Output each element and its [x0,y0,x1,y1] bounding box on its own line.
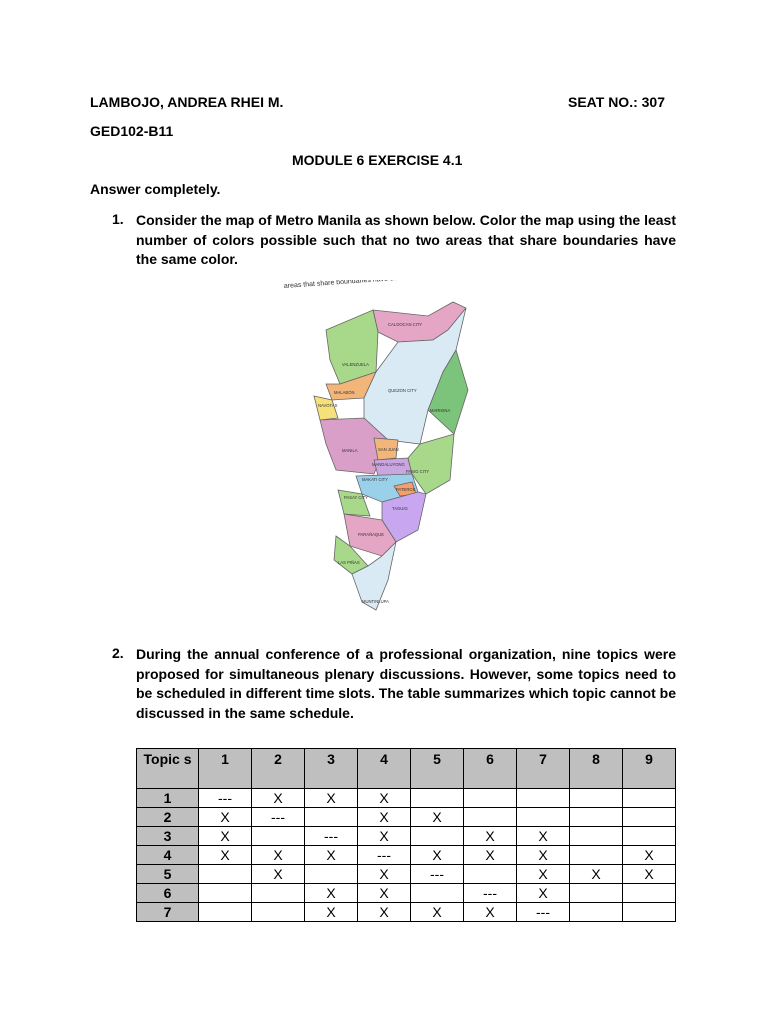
topic-conflict-table [136,748,676,922]
table-cell: X [358,903,411,922]
table-column-header: 6 [464,749,517,789]
map-label: MARIKINA [430,408,451,413]
table-cell: X [411,846,464,865]
table-row-header: 5 [137,865,199,884]
table-corner-header: Topic s [137,749,199,789]
map-label: MALABON [334,390,355,395]
table-row-header: 2 [137,808,199,827]
table-cell [252,884,305,903]
table-column-header: 7 [517,749,570,789]
table-cell: X [199,846,252,865]
table-cell: X [305,903,358,922]
student-name: LAMBOJO, ANDREA RHEI M. [90,94,284,110]
table-cell [252,827,305,846]
table-cell [411,884,464,903]
page-title: MODULE 6 EXERCISE 4.1 [292,152,463,168]
table-cell [464,865,517,884]
table-cell: X [623,865,676,884]
question-1-number: 1. [112,211,124,227]
table-cell: X [517,884,570,903]
table-cell: X [305,789,358,808]
table-cell [517,789,570,808]
instruction: Answer completely. [90,181,221,197]
table-cell [570,846,623,865]
table-row-header: 3 [137,827,199,846]
table-cell [464,789,517,808]
map-label: PARAÑAQUE [358,532,384,537]
table-column-header: 9 [623,749,676,789]
table-cell: X [305,846,358,865]
table-cell: --- [411,865,464,884]
table-cell [199,903,252,922]
table-cell: --- [464,884,517,903]
table-column-header: 8 [570,749,623,789]
table-row [137,846,676,865]
map-label: LAS PIÑAS [338,560,360,565]
metro-manila-map [278,280,528,640]
table-row [137,884,676,903]
question-2-number: 2. [112,645,124,661]
table-cell [570,808,623,827]
table-cell [623,903,676,922]
map-label: SAN JUAN [378,447,399,452]
table-cell [623,884,676,903]
table-column-header: 3 [305,749,358,789]
table-row [137,827,676,846]
table-cell [570,903,623,922]
table-cell: --- [305,827,358,846]
map-caption: areas that share boundaries have the same color. [283,280,438,290]
table-cell [570,789,623,808]
table-row-header: 1 [137,789,199,808]
table-cell: X [252,789,305,808]
map-label: PASIG CITY [406,469,430,474]
table-cell [570,884,623,903]
table-row [137,865,676,884]
table-column-header: 5 [411,749,464,789]
map-label: NAVOTAS [318,403,338,408]
seat-number: SEAT NO.: 307 [568,94,665,110]
table-cell: X [517,827,570,846]
table-row-header: 4 [137,846,199,865]
table-cell: X [411,808,464,827]
map-label: PASAY CITY [344,495,368,500]
table-cell: X [358,789,411,808]
table-cell [464,808,517,827]
table-cell [623,827,676,846]
table-cell: X [570,865,623,884]
table-cell [517,808,570,827]
map-label: MANDALUYONG [372,462,405,467]
table-column-header: 1 [199,749,252,789]
table-cell [199,865,252,884]
table-row [137,903,676,922]
map-label: PATEROS [396,487,416,492]
table-cell: X [252,846,305,865]
table-cell: --- [358,846,411,865]
table-column-header: 4 [358,749,411,789]
table-cell: X [358,884,411,903]
table-row [137,808,676,827]
question-1-text: Consider the map of Metro Manila as shown below. Color the map using the least number of colors possible such that no two areas that share boundaries have the same color. [136,212,676,267]
table-cell [411,789,464,808]
table-cell: X [252,865,305,884]
table-cell: X [464,903,517,922]
table-cell [623,789,676,808]
table-row-header: 6 [137,884,199,903]
table-cell: X [358,808,411,827]
map-label: MANILA [342,448,358,453]
table-cell: --- [199,789,252,808]
map-label: MAKATI CITY [362,477,388,482]
table-cell [305,865,358,884]
map-label: VALENZUELA [342,362,369,367]
table-cell: --- [517,903,570,922]
map-label: TAGUIG [392,506,408,511]
table-cell: --- [252,808,305,827]
table-column-header: 2 [252,749,305,789]
table-cell [570,827,623,846]
table-cell: X [623,846,676,865]
course-code: GED102-B11 [90,123,174,139]
table-cell: X [305,884,358,903]
table-cell: X [464,827,517,846]
table-cell [252,903,305,922]
table-cell [199,884,252,903]
question-2-text: During the annual conference of a professional organization, nine topics were proposed for simultaneous plenary discussions. However, some topics need to be scheduled in different time slots. The table summarizes which topic cannot be discussed in the same schedule. [136,646,676,721]
table-cell: X [358,865,411,884]
table-cell: X [199,827,252,846]
table-cell: X [464,846,517,865]
map-label: CALOOCAN CITY [388,322,423,327]
table-row [137,789,676,808]
table-cell: X [199,808,252,827]
table-row-header: 7 [137,903,199,922]
table-cell: X [411,903,464,922]
table-cell [411,827,464,846]
map-label: QUEZON CITY [388,388,417,393]
table-header-row [137,749,676,789]
table-cell [305,808,358,827]
table-cell: X [517,865,570,884]
table-cell: X [517,846,570,865]
table-cell: X [358,827,411,846]
table-cell [623,808,676,827]
map-label: MUNTINLUPA [362,599,389,604]
